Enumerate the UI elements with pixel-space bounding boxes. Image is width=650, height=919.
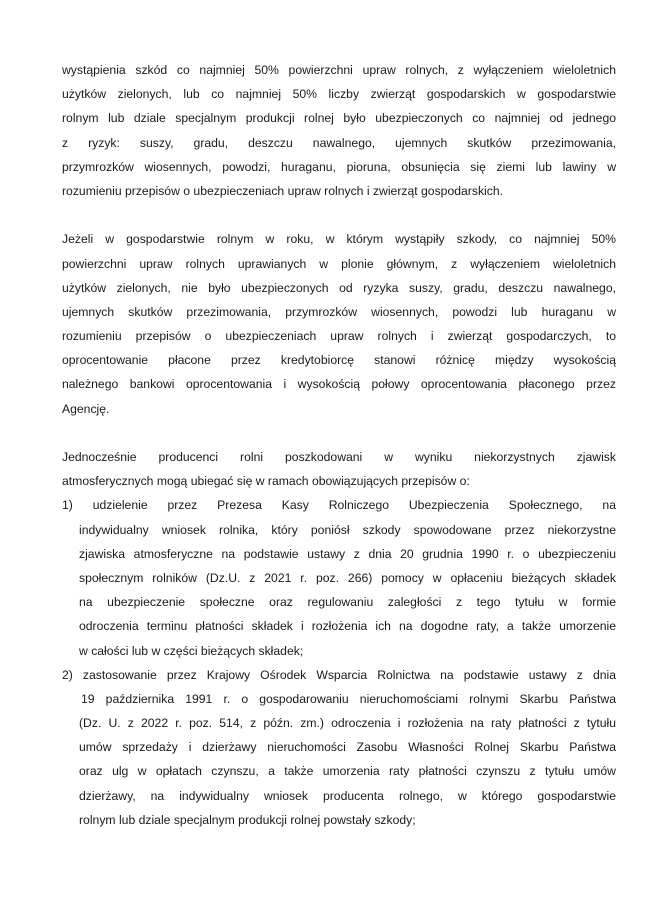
text-line: na ubezpieczenie społeczne oraz regulowaniu zaległości z tego tytułu w formie — [79, 595, 616, 610]
text-line: rolnym lub dziale specjalnym produkcji rolnej było ubezpieczonych co najmniej od jednego — [62, 111, 616, 126]
paragraph-interest-rate — [62, 227, 616, 421]
paragraph-spacer — [62, 203, 616, 227]
text-line: przymrozków wiosennych, powodzi, huraganu, pioruna, obsunięcia się ziemi lub lawiny w — [62, 159, 616, 174]
text-line: Jednocześnie producenci rolni poszkodowani w wyniku niekorzystnych zjawisk — [62, 450, 616, 464]
text-line: rolnym lub dziale specjalnym produkcji rolnej powstały szkody; — [79, 812, 416, 827]
text-line: użytków zielonych, lub co najmniej 50% liczby zwierząt gospodarskich w gospodarstwie — [62, 87, 616, 102]
list-item — [62, 663, 616, 832]
text-line: wystąpienia szkód co najmniej 50% powierzchni upraw rolnych, z wyłączeniem wieloletnich — [62, 63, 616, 77]
text-line: dzierżawy, na indywidualny wniosek producenta rolnego, w którego gospodarstwie — [79, 788, 616, 803]
text-line: umów sprzedaży i dzierżawy nieruchomości Zasobu Własności Rolnej Skarbu Państwa — [79, 740, 616, 755]
text-line: społecznym rolników (Dz.U. z 2021 r. poz. 266) pomocy w opłaceniu bieżących składek — [79, 570, 616, 585]
text-line: ujemnych skutków przezimowania, przymrozków wiosennych, powodzi lub huraganu w — [62, 304, 616, 319]
text-line: oprocentowanie płacone przez kredytobiorcę stanowi różnicę między wysokością — [62, 353, 616, 368]
document-page — [62, 58, 616, 832]
paragraph-intro — [62, 445, 616, 493]
text-line: 1) udzielenie przez Prezesa Kasy Rolniczego Ubezpieczenia Społecznego, na — [62, 498, 616, 513]
text-line: odroczenia terminu płatności składek i rozłożenia ich na dogodne raty, a także umorzenie — [79, 619, 616, 634]
text-line: indywidualny wniosek rolnika, który poniósł szkody spowodowane przez niekorzystne — [79, 522, 616, 537]
text-line: 19 października 1991 r. o gospodarowaniu nieruchomościami rolnymi Skarbu Państwa — [81, 691, 616, 706]
text-line: powierzchni upraw rolnych uprawianych w plonie głównym, z wyłączeniem wieloletnich — [62, 256, 616, 271]
text-line: rozumieniu przepisów o ubezpieczeniach upraw rolnych i zwierząt gospodarczych, to — [62, 329, 616, 344]
text-line: oraz ulg w opłatach czynszu, a także umorzenia raty płatności czynszu z tytułu umów — [79, 764, 616, 779]
text-line: w całości lub w części bieżących składek; — [79, 643, 304, 658]
paragraph-continuation — [62, 58, 616, 203]
text-line: rozumieniu przepisów o ubezpieczeniach upraw rolnych i zwierząt gospodarskich. — [62, 183, 503, 198]
text-line: (Dz. U. z 2022 r. poz. 514, z późn. zm.) odroczenia i rozłożenia na raty płatności z tytułu — [79, 716, 616, 731]
numbered-list — [62, 493, 616, 832]
text-line: Agencję. — [62, 401, 110, 416]
text-line: użytków zielonych, nie było ubezpieczonych od ryzyka suszy, gradu, deszczu nawalnego, — [62, 280, 616, 295]
list-item — [62, 493, 616, 662]
text-line: atmosferycznych mogą ubiegać się w ramach obowiązujących przepisów o: — [62, 474, 470, 489]
text-line: zjawiska atmosferyczne na podstawie ustawy z dnia 20 grudnia 1990 r. o ubezpieczeniu — [79, 546, 616, 561]
text-line: z ryzyk: suszy, gradu, deszczu nawalnego, ujemnych skutków przezimowania, — [62, 135, 616, 150]
text-line: 2) zastosowanie przez Krajowy Ośrodek Wsparcia Rolnictwa na podstawie ustawy z dnia — [62, 667, 616, 682]
text-line: należnego bankowi oprocentowania i wysokością połowy oprocentowania płaconego przez — [62, 377, 616, 392]
text-line: Jeżeli w gospodarstwie rolnym w roku, w którym wystąpiły szkody, co najmniej 50% — [62, 232, 616, 247]
paragraph-spacer — [62, 421, 616, 445]
